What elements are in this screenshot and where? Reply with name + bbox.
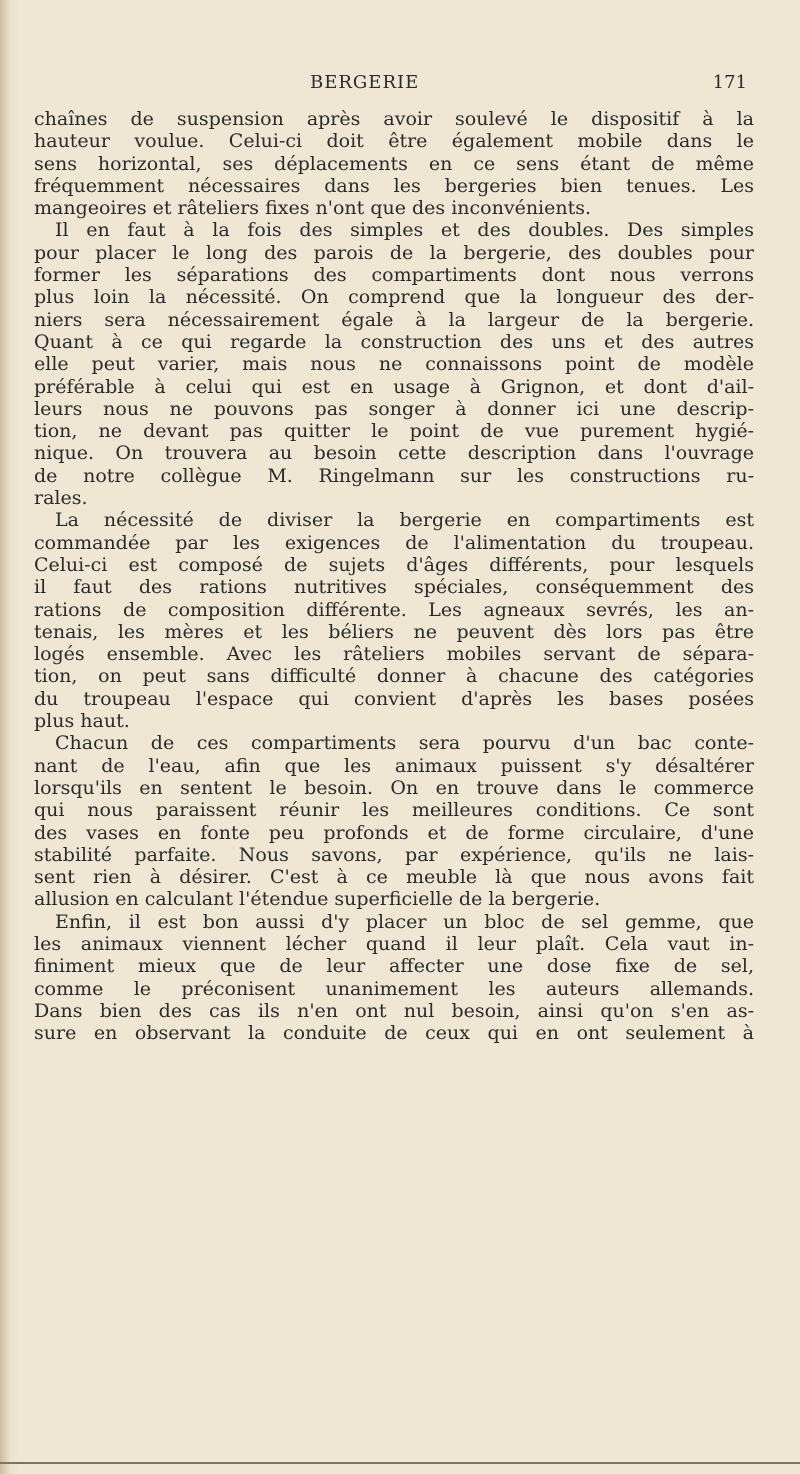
text-line: sens horizontal, ses déplacements en ce sens étant de même bbox=[34, 152, 754, 175]
text-line: Quant à ce qui regarde la construction des uns et des autres bbox=[34, 330, 754, 353]
text-line: Chacun de ces compartiments sera pourvu d'un bac conte- bbox=[55, 732, 754, 755]
text-line: sure en observant la conduite de ceux qui en ont seulement à bbox=[34, 1022, 754, 1045]
text-line: chaînes de suspension après avoir soulevé le dispositif à la bbox=[34, 108, 754, 130]
page-gutter-shadow bbox=[0, 0, 10, 1474]
running-head: BERGERIE bbox=[310, 72, 420, 93]
text-line: rales. bbox=[34, 487, 88, 510]
text-line: former les séparations des compartiments dont nous verrons bbox=[34, 264, 754, 287]
bottom-edge-rule bbox=[0, 1462, 800, 1464]
text-line: il faut des rations nutritives spéciales, conséquemment des bbox=[34, 576, 754, 599]
text-line: nique. On trouvera au besoin cette description dans l'ouvrage bbox=[34, 442, 754, 465]
text-line: Enfin, il est bon aussi d'y placer un bloc de sel gemme, que bbox=[55, 910, 754, 933]
text-line: stabilité parfaite. Nous savons, par expérience, qu'ils ne lais- bbox=[34, 843, 754, 866]
text-line: plus haut. bbox=[34, 710, 130, 733]
text-line: La nécessité de diviser la bergerie en compartiments est bbox=[55, 509, 754, 532]
text-line: commandée par les exigences de l'alimentation du troupeau. bbox=[34, 531, 754, 554]
text-line: niers sera nécessairement égale à la largeur de la bergerie. bbox=[34, 308, 754, 331]
page-header bbox=[310, 72, 747, 98]
text-line: tenais, les mères et les béliers ne peuvent dès lors pas être bbox=[34, 620, 754, 643]
body-text bbox=[34, 108, 754, 1044]
text-line: les animaux viennent lécher quand il leur plaît. Cela vaut in- bbox=[34, 932, 754, 955]
text-line: hauteur voulue. Celui-ci doit être également mobile dans le bbox=[34, 130, 754, 153]
page-number: 171 bbox=[712, 72, 747, 93]
text-line: logés ensemble. Avec les râteliers mobiles servant de sépara- bbox=[34, 643, 754, 666]
text-line: qui nous paraissent réunir les meilleures conditions. Ce sont bbox=[34, 799, 754, 822]
text-line: mangeoires et râteliers fixes n'ont que des inconvénients. bbox=[34, 197, 592, 220]
text-line: fréquemment nécessaires dans les bergeries bien tenues. Les bbox=[34, 174, 754, 197]
text-line: plus loin la nécessité. On comprend que la longueur des der- bbox=[34, 286, 754, 309]
text-line: comme le préconisent unanimement les auteurs allemands. bbox=[34, 977, 754, 1000]
text-line: rations de composition différente. Les agneaux sevrés, les an- bbox=[34, 598, 754, 621]
text-line: de notre collègue M. Ringelmann sur les constructions ru- bbox=[34, 464, 754, 487]
text-line: nant de l'eau, afin que les animaux puissent s'y désaltérer bbox=[34, 754, 754, 777]
text-line: pour placer le long des parois de la bergerie, des doubles pour bbox=[34, 241, 754, 264]
text-line: tion, on peut sans difficulté donner à chacune des catégories bbox=[34, 665, 754, 688]
text-line: des vases en fonte peu profonds et de forme circulaire, d'une bbox=[34, 821, 754, 844]
text-line: lorsqu'ils en sentent le besoin. On en trouve dans le commerce bbox=[34, 776, 754, 799]
text-line: allusion en calculant l'étendue superficielle de la bergerie. bbox=[34, 888, 601, 911]
text-line: sent rien à désirer. C'est à ce meuble là que nous avons fait bbox=[34, 866, 754, 889]
text-line: elle peut varier, mais nous ne connaissons point de modèle bbox=[34, 353, 754, 376]
text-line: Dans bien des cas ils n'en ont nul besoin, ainsi qu'on s'en as- bbox=[34, 999, 754, 1022]
text-line: du troupeau l'espace qui convient d'après les bases posées bbox=[34, 687, 754, 710]
text-line: préférable à celui qui est en usage à Grignon, et dont d'ail- bbox=[34, 375, 754, 398]
text-line: finiment mieux que de leur affecter une dose fixe de sel, bbox=[34, 955, 754, 978]
text-line: Il en faut à la fois des simples et des doubles. Des simples bbox=[55, 219, 754, 242]
text-line: leurs nous ne pouvons pas songer à donner ici une descrip- bbox=[34, 397, 754, 420]
text-line: Celui-ci est composé de sujets d'âges différents, pour lesquels bbox=[34, 553, 754, 576]
text-line: tion, ne devant pas quitter le point de vue purement hygié- bbox=[34, 420, 754, 443]
